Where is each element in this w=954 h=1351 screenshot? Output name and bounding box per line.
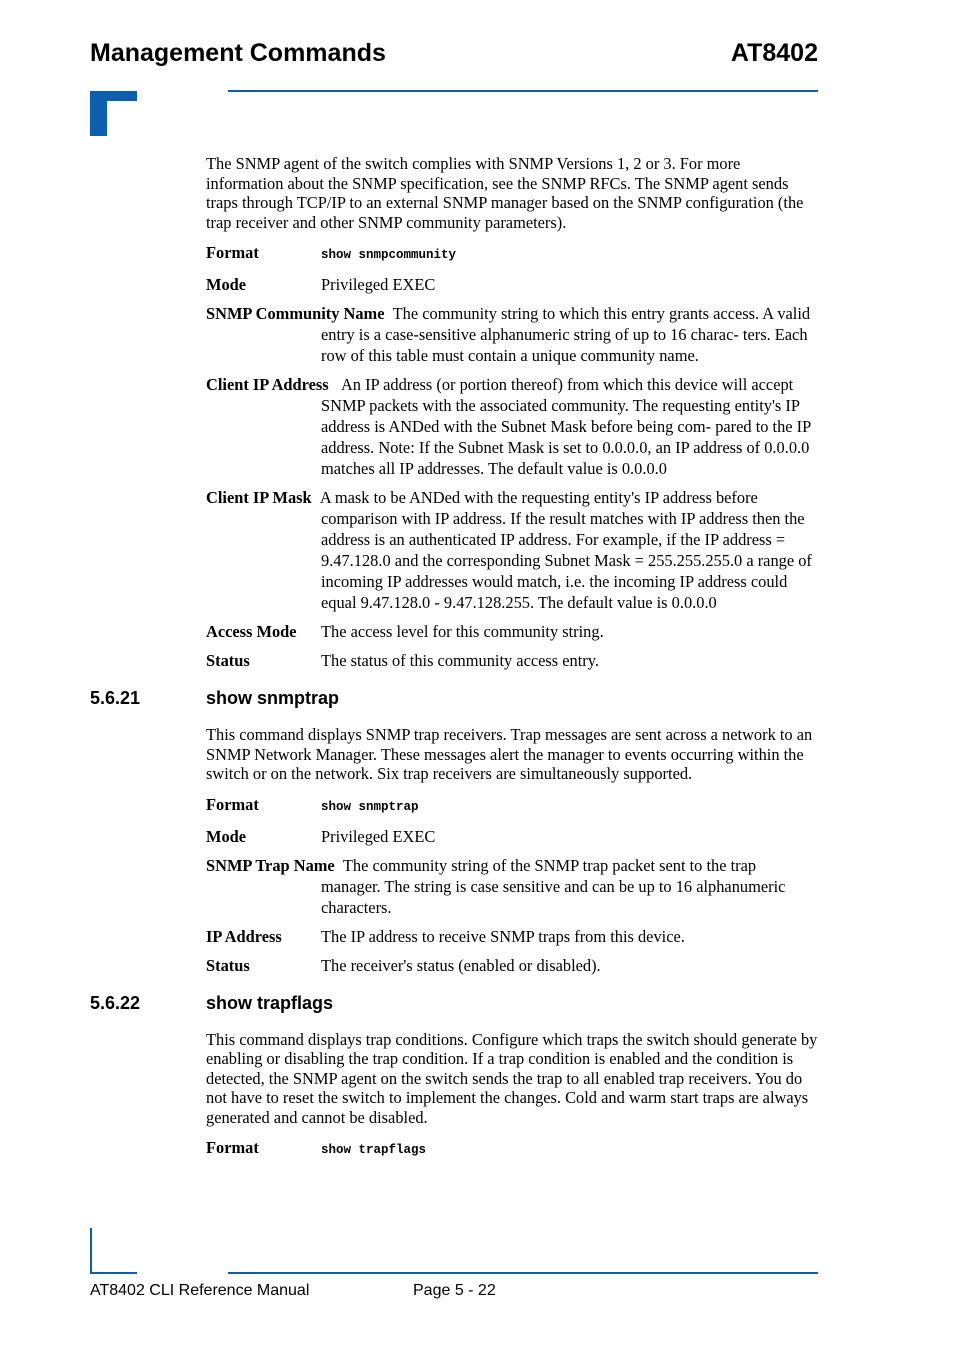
field-desc: The IP address to receive SNMP traps from this device.: [321, 926, 685, 946]
header-product: AT8402: [730, 39, 818, 67]
snmptrap-format: [206, 794, 818, 818]
section-title: show trapflags: [206, 992, 334, 1013]
field-term: Client IP Address: [206, 375, 329, 394]
header-rule: [228, 90, 818, 92]
format-command: show trapflags: [321, 1143, 427, 1157]
trapflags-intro: This command displays trap conditions. Configure which traps the switch should generate by enabling or disabling the trap condition. If a trap condition is enabled and the condition is detected, the SNMP agent on the switch sends the trap to all enabled trap receivers. You do not have to reset the switch to implement the changes. Cold and warm start traps are always generated and cannot be disabled.: [206, 1029, 818, 1127]
format-command: show snmptrap: [321, 799, 419, 814]
field-term: SNMP Community Name: [206, 304, 385, 323]
field-desc: The status of this community access entry.: [321, 651, 599, 670]
snmptrap-intro: This command displays SNMP trap receivers. Trap messages are sent across a network to an SNMP Network Manager. These messages alert the manager to events occurring within the switch or on the network. Six trap receivers are simultaneously supported.: [206, 725, 813, 783]
field-term: Access Mode: [206, 622, 297, 641]
field-desc: An IP address (or portion thereof) from which this device will accept SNMP packets with the associated community. The requesting entity's IP address is ANDed with the Subnet Mask before being com- pared to the IP address. Note: If the Subnet Mask is set to 0.0.0.0, an IP address of 0.0.0.0 matches all IP addresses. The default value is 0.0.0.0: [321, 375, 811, 478]
field-term: Status: [206, 955, 250, 975]
field-desc: The access level for this community string.: [321, 622, 604, 641]
footer-page-number: Page 5 - 22: [413, 1282, 496, 1299]
section-number: 5.6.22: [90, 992, 141, 1013]
footer-corner-mark-horizontal: [90, 1272, 137, 1274]
mode-label: Mode: [206, 275, 247, 294]
format-label: Format: [206, 1138, 259, 1157]
section-heading-trapflags: [90, 992, 818, 1014]
header-corner-mark-vertical: [90, 91, 107, 136]
field-status: [206, 650, 818, 671]
format-label: Format: [206, 794, 259, 814]
footer-rule: [228, 1272, 818, 1274]
section-heading-snmptrap: [90, 687, 818, 709]
snmpcommunity-mode: [206, 274, 818, 295]
field-desc: The community string of the SNMP trap packet sent to the trap manager. The string is case sensitive and can be up to 16 alphanumeric characters.: [321, 855, 786, 917]
field-snmp-community-name: [206, 303, 818, 366]
field-client-ip-mask: [206, 487, 818, 613]
snmpcommunity-intro: The SNMP agent of the switch complies with SNMP Versions 1, 2 or 3. For more information about the SNMP specification, see the SNMP RFCs. The SNMP agent sends traps through TCP/IP to an external SNMP manager based on the SNMP configuration (the trap receiver and other SNMP community parameters).: [206, 154, 804, 232]
field-term: SNMP Trap Name: [206, 855, 335, 875]
field-desc: A mask to be ANDed with the requesting entity's IP address before comparison with IP address. If the result matches with IP address then the address is an authenticated IP address. For example, if the IP address = 9.47.128.0 and the corresponding Subnet Mask = 255.255.255.0 a range of incoming IP addresses would match, i.e. the incoming IP address could equal 9.47.128.0 - 9.47.128.255. The default value is 0.0.0.0: [319, 488, 812, 612]
field-term: IP Address: [206, 926, 282, 946]
field-desc: The community string to which this entry grants access. A valid entry is a case-sensitive alphanumeric string of up to 16 charac- ters. Each row of this table must contain a unique community name.: [321, 304, 811, 365]
section-number: 5.6.21: [90, 688, 141, 708]
field-receiver-status: [206, 955, 818, 976]
field-term: Client IP Mask: [206, 488, 312, 507]
mode-value: Privileged EXEC: [321, 275, 436, 294]
field-ip-address: [206, 926, 818, 947]
header-title: Management Commands: [90, 39, 386, 67]
field-access-mode: [206, 621, 818, 642]
snmpcommunity-format: [206, 242, 818, 266]
footer-corner-mark: [90, 1228, 92, 1274]
trapflags-format: [206, 1137, 818, 1161]
mode-value: Privileged EXEC: [321, 826, 436, 846]
snmptrap-mode: [206, 826, 818, 847]
field-client-ip-address: [206, 374, 818, 479]
field-snmp-trap-name: [206, 855, 818, 918]
field-term: Status: [206, 651, 250, 670]
mode-label: Mode: [206, 826, 247, 846]
footer-manual-title: AT8402 CLI Reference Manual: [90, 1282, 310, 1299]
format-label: Format: [206, 243, 259, 262]
section-title: show snmptrap: [206, 688, 340, 708]
format-command: show snmpcommunity: [321, 248, 457, 262]
field-desc: The receiver's status (enabled or disabled).: [321, 955, 601, 975]
page-content: [90, 154, 818, 1169]
